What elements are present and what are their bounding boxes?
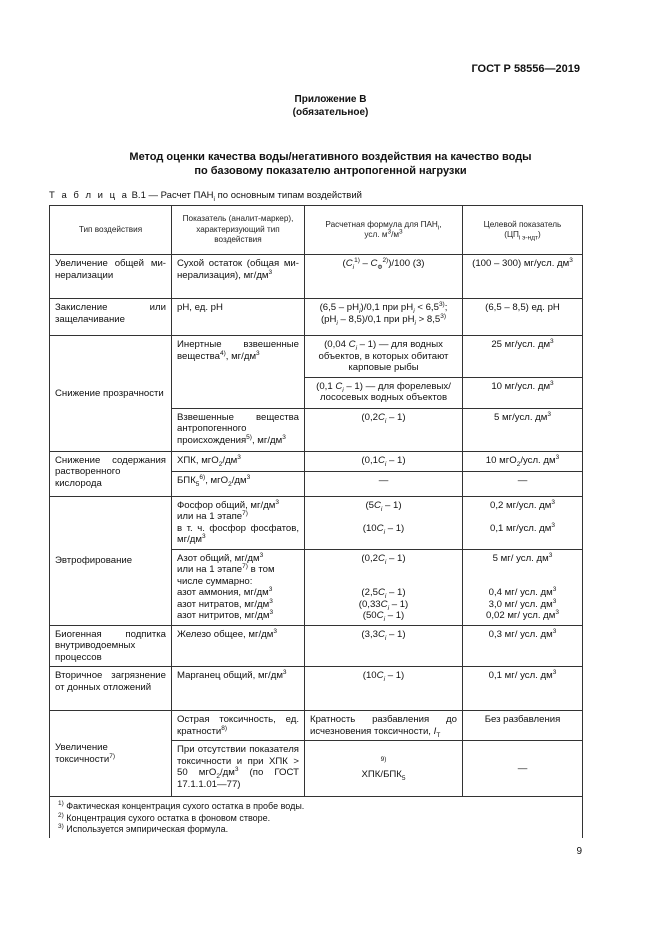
impact-cell: Биогенная подпитка внутриводоемных процессов <box>50 625 172 667</box>
caption-text2: по основным типам воздействий <box>217 190 362 201</box>
indicator-cell: Фосфор общий, $мг/дм^3$ или на 1 этапе$^{7)}$ в т. ч. фосфор фосфатов, $мг/дм^3$ <box>172 496 305 549</box>
table-row <box>50 451 583 471</box>
impact-cell: Увеличение токсичности$^{7)}$ <box>50 711 172 797</box>
table-row <box>50 711 583 741</box>
col-header-indicator: Показатель (аналит-маркер), характеризующий тип воздействия <box>172 206 305 255</box>
indicator-cell: Взвешенные вещества антропогенного происхождения$^{5)}$, $мг/дм^3$ <box>172 408 305 451</box>
page-number: 9 <box>576 846 582 857</box>
formula-cell: $(0,1C_i - 1)$ <box>305 451 463 471</box>
table-row <box>50 625 583 667</box>
standard-number: ГОСТ Р 58556—2019 <box>471 63 580 75</box>
appendix-label: Приложение В <box>294 94 367 105</box>
appendix-status: (обязательное) <box>292 107 369 118</box>
footnote: $^{3)}$ Используется эмпирическая формула. <box>58 823 229 834</box>
impact-cell: Снижение прозрачности <box>50 336 172 452</box>
caption-prefix: Т а б л и ц а <box>49 190 129 201</box>
formula-cell: $^{9)}$ ХПК/$БПК_5$ <box>305 741 463 797</box>
formula-cell: Кратность разбавления до исчезновения токсичности, $I_Т$ <box>305 711 463 741</box>
impact-cell: Вторичное загрязнение от донных отложений <box>50 667 172 711</box>
target-cell: 10 мгО$_2$/усл. $дм^3$ <box>463 451 583 471</box>
table-row <box>50 667 583 711</box>
col-header-impact: Тип воздействия <box>50 206 172 255</box>
target-cell: 0,3 мг/ усл. $дм^3$ <box>463 625 583 667</box>
table-caption <box>49 190 362 201</box>
table-row <box>50 336 583 378</box>
target-cell: 0,1 мг/ усл. $дм^3$ <box>463 667 583 711</box>
formula-cell: (0,1 $C_i - 1$) — для форелевых/лососевых водных объектов <box>305 377 463 408</box>
target-cell: 5 мг/ усл. $дм^3$ 0,4 мг/ усл. $дм^3$ 3,0 мг/ усл. $дм^3$ 0,02 мг/ усл. $дм^3$ <box>463 549 583 625</box>
document-title <box>0 150 661 178</box>
caption-text: — Расчет ПАН <box>148 190 214 201</box>
impact-cell: Эвтрофирование <box>50 496 172 625</box>
table-row <box>50 496 583 549</box>
col-header-target: Целевой показатель $(ЦП_{i э-ндт})$ <box>463 206 583 255</box>
impact-cell: Увеличение общей ми-нерализации <box>50 255 172 299</box>
target-cell: (6,5 – 8,5) ед. рН <box>463 299 583 336</box>
impact-table <box>49 205 583 838</box>
formula-cell: $(5C_i - 1)$ $(10C_i - 1)$ <box>305 496 463 549</box>
appendix-heading <box>0 93 661 119</box>
formula-cell: $(0,2C_i - 1)$ $(2,5C_i - 1)$ $(0,33C_i - 1)$ $(50C_i - 1)$ <box>305 549 463 625</box>
table-header-row <box>50 206 583 255</box>
footnote: $^{2)}$ Концентрация сухого остатка в фоновом створе. <box>58 811 271 823</box>
footnote: $^{1)}$ Фактическая концентрация сухого остатка в пробе воды. <box>58 800 305 811</box>
footnotes-cell <box>50 797 583 838</box>
indicator-cell: Марганец общий, $мг/дм^3$ <box>172 667 305 711</box>
table-row <box>50 255 583 299</box>
formula-cell: — <box>305 471 463 496</box>
target-cell: 5 мг/усл. $дм^3$ <box>463 408 583 451</box>
impact-cell: Закисление или защелачивание <box>50 299 172 336</box>
formula-cell: $(0,2C_i - 1)$ <box>305 408 463 451</box>
target-cell: Без разбавления <box>463 711 583 741</box>
formula-cell: $(3,3C_i - 1)$ <box>305 625 463 667</box>
formula-cell: $(C_i^{1)} - C_Ф^{2)})/100$ (3) <box>305 255 463 299</box>
indicator-cell: Железо общее, $мг/дм^3$ <box>172 625 305 667</box>
indicator-cell: При отсутствии показателя токсичности и при ХПК > 50 $мгО_2/дм^3$ (по ГОСТ 17.1.1.01—77) <box>172 741 305 797</box>
formula-cell: (0,04 $C_i - 1$) — для водных объектов, в которых обитают карповые рыбы <box>305 336 463 378</box>
formula-cell: $(10C_i - 1)$ <box>305 667 463 711</box>
indicator-cell: $БПК_5^{6)}$, $мгО_2/дм^3$ <box>172 471 305 496</box>
target-cell: 0,2 мг/усл. $дм^3$ 0,1 мг/усл. $дм^3$ <box>463 496 583 549</box>
target-cell: — <box>463 741 583 797</box>
indicator-cell: Инертные взвешенные вещества$^{4)}$, $мг/дм^3$ <box>172 336 305 409</box>
caption-number: В.1 <box>131 190 146 201</box>
impact-cell: Снижение содержания растворенного кислорода <box>50 451 172 496</box>
table-row <box>50 299 583 336</box>
target-cell: 25 мг/усл. $дм^3$ <box>463 336 583 378</box>
target-cell: — <box>463 471 583 496</box>
title-line-2: по базовому показателю антропогенной нагрузки <box>194 165 467 177</box>
target-cell: (100 – 300) мг/усл. $дм^3$ <box>463 255 583 299</box>
col-header-formula: Расчетная формула для $ПАН_i$, усл. $м^3/м^3$ <box>305 206 463 255</box>
target-cell: 10 мг/усл. $дм^3$ <box>463 377 583 408</box>
indicator-cell: ХПК, $мгО_2/дм^3$ <box>172 451 305 471</box>
title-line-1: Метод оценки качества воды/негативного воздействия на качество воды <box>129 151 532 163</box>
indicator-cell: Острая токсичность, ед. кратности$^{8)}$ <box>172 711 305 741</box>
footnotes-row <box>50 797 583 838</box>
indicator-cell: Азот общий, $мг/дм^3$ или на 1 этапе$^{7)}$ в том числе суммарно: азот аммония, $мг/дм^3$ азот нитратов, $мг/дм^3$ азот нитритов, $мг/дм^3$ <box>172 549 305 625</box>
formula-cell: $(6,5 - рН_i)/0,1$ при $рН_i < 6,5^{3)}$; $(рН_i - 8,5)/0,1$ при $рН_i > 8,5^{3)}$ <box>305 299 463 336</box>
indicator-cell: Сухой остаток (общая ми-нерализация), $мг/дм^3$ <box>172 255 305 299</box>
indicator-cell: рН, ед. рН <box>172 299 305 336</box>
caption-sub: i <box>213 195 215 203</box>
